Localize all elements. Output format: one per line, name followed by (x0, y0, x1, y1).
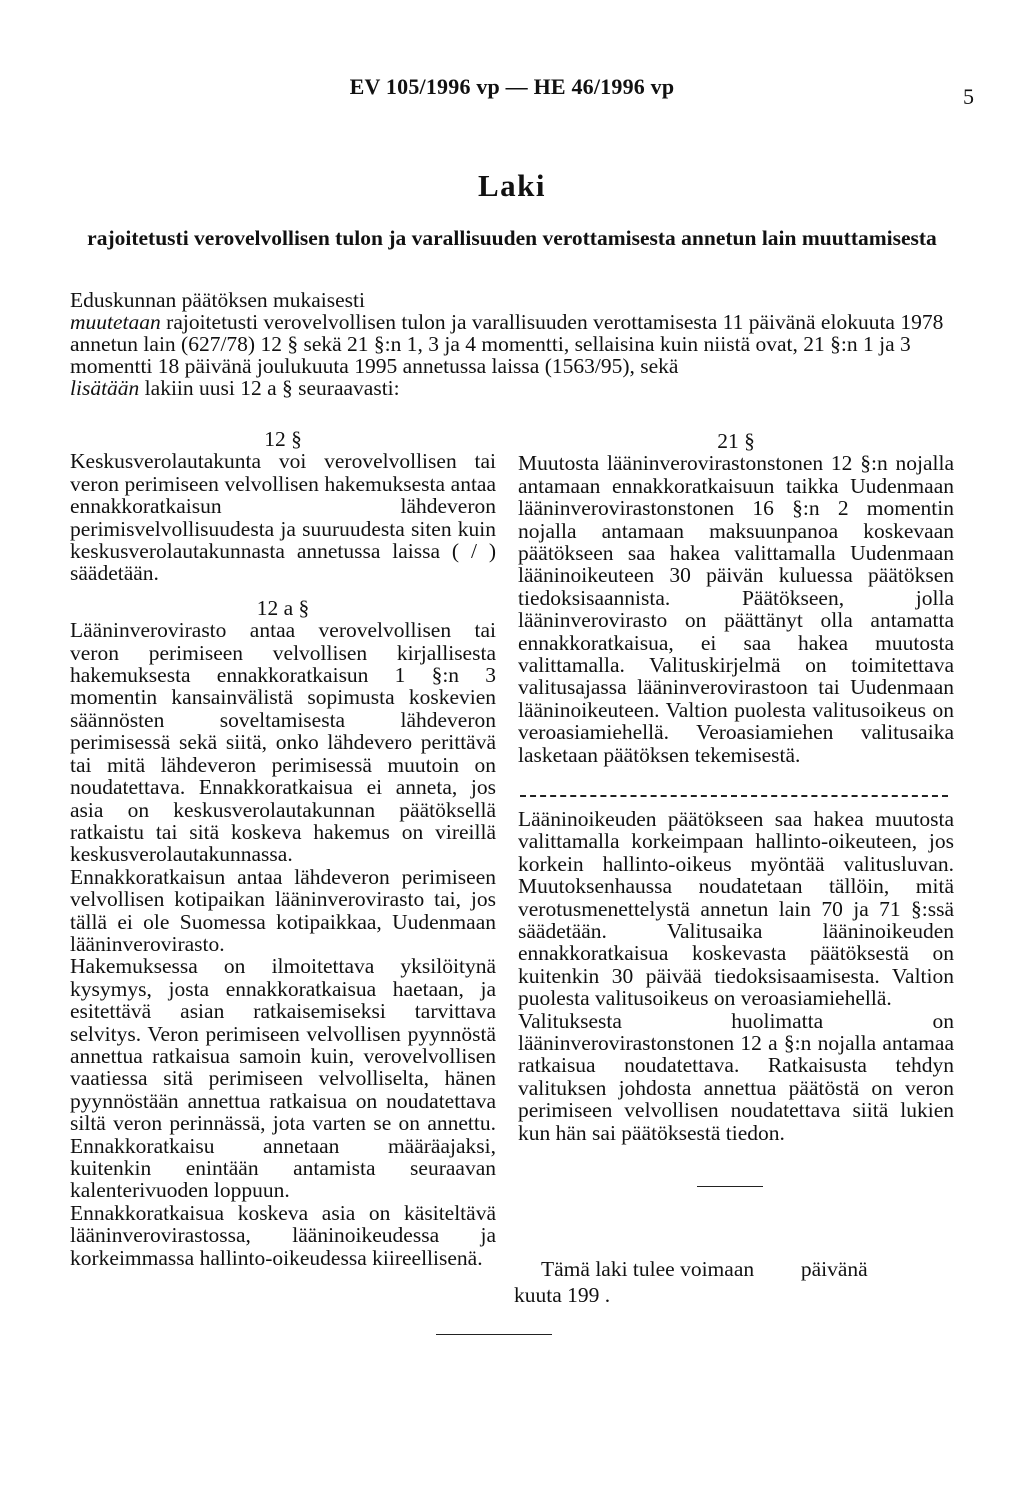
entry-line-1 (541, 1256, 961, 1282)
section-12a-heading: 12 a § (256, 595, 310, 620)
right-column (518, 430, 954, 766)
running-header (0, 74, 1024, 114)
section-21-paragraph-4: Valituksesta huolimatta on lääninverovirastonstonen 12 a §:n nojalla antamaa ratkaisua noudatettava. Ratkaisusta tehdyn valituksen johdosta annettua päätöstä on veron perimiseen velvollisen noudatettava siitä lukien kun hän sai päätöksestä tiedon. (518, 1008, 954, 1145)
lisataan-word: lisätään (70, 376, 140, 400)
law-subtitle: rajoitetusti verovelvollisen tulon ja varallisuuden verottamisesta annetun lain muuttamisesta (87, 226, 937, 250)
addition-body: lakiin uusi 12 a § seuraavasti: (139, 376, 400, 400)
right-column-lower (518, 808, 954, 1144)
closing-rule (436, 1334, 552, 1335)
section-12a-paragraph-2: Ennakkoratkaisun antaa lähdeveron perimiseen velvollisen kotipaikan lääninverovirasto tai, jos tällä ei ole Suomessa kotipaikkaa, Uudenmaan lääninverovirasto. (70, 864, 496, 956)
section-12-text: Keskusverolautakunta voi verovelvollisen tai veron perimiseen velvollisen hakemuksesta antaa ennakkoratkaisun lähdeveron perimisvelvollisuudesta ja suuruudesta siten kuin keskusverolautakunnasta annetussa laissa ( / ) säädetään. (70, 449, 496, 586)
enactment-clause (70, 289, 958, 399)
section-end-rule (697, 1186, 763, 1187)
law-title: Laki (477, 168, 547, 203)
entry-text-b: päivänä (800, 1257, 868, 1281)
section-12a-paragraph-1: Lääninverovirasto antaa verovelvollisen tai veron perimiseen velvollisen kirjallisesta hakemuksesta ennakkoratkaisun 1 §:n 3 momentin kansainvälistä sopimusta koskevien säännösten soveltamisesta lähdeveron perimisessä sekä siitä, onko lähdevero perittävä tai mitä lähdeveron perimisessä muutoin on noudatettava. Ennakkoratkaisua ei anneta, jos asia on keskusverolautakunnan päätöksellä ratkaistu tai sitä koskeva hakemus on vireillä keskusverolautakunnassa. (70, 618, 496, 867)
omitted-text-dashed-rule (520, 795, 948, 797)
running-title: EV 105/1996 vp — HE 46/1996 vp (349, 74, 675, 99)
section-21-paragraph-1: Muutosta lääninverovirastonstonen 12 §:n nojalla antamaan ennakkoratkaisuun taikka Uudenmaan lääninverovirastonstonen 16 §:n 2 momentin nojalla antamaan maksuunpanoa koskevaan päätökseen saa hakea valittamalla Uudenmaan lääninoikeuteen 30 päivän kuluessa päätöksen tiedoksisaannista. Päätökseen, jolla lääninverovirasto on päättänyt olla antamatta ennakkoratkaisua, ei saa hakea muutosta valittamalla. Valituskirjelmä on toimitettava valitusajassa lääninverovirastoon tai Uudenmaan lääninoikeuteen. Valtion puolesta valitusoikeus on veroasiamiehellä. Veroasiamiehen valitusaika lasketaan päätöksen tekemisestä. (518, 451, 954, 767)
enactment-line: Eduskunnan päätöksen mukaisesti (70, 288, 365, 312)
section-21-paragraph-3: Lääninoikeuden päätökseen saa hakea muutosta valittamalla korkeimpaan hallinto-oikeuteen, jos korkein hallinto-oikeus myöntää valitusluvan. Muutoksenhaussa noudatetaan tällöin, mitä verotusmenettelystä annetun lain 70 ja 71 §:ssä säädetään. Valitusaika lääninoikeuden ennakkoratkaisua koskevasta päätöksestä on kuitenkin 30 päivää tiedoksisaamisesta. Valtion puolesta valitusoikeus on veroasiamiehellä. (518, 807, 954, 1011)
amendment-statement (70, 311, 958, 399)
muutetaan-word: muutetaan (70, 310, 161, 334)
section-12a-paragraph-4: Ennakkoratkaisua koskeva asia on käsiteltävä lääninverovirastossa, lääninoikeudessa ja korkeimmassa hallinto-oikeudessa kiireellisenä. (70, 1200, 496, 1270)
section-12-heading: 12 § (264, 427, 302, 451)
entry-text-a: Tämä laki tulee voimaan (541, 1257, 755, 1281)
entry-into-force (514, 1256, 961, 1308)
page-number: 5 (963, 84, 974, 109)
left-column (70, 428, 496, 1269)
entry-line-2: kuuta 199 . (514, 1283, 611, 1307)
section-12a-paragraph-3: Hakemuksessa on ilmoitettava yksilöitynä kysymys, josta ennakkoratkaisua haetaan, ja esitettävä asian ratkaisemiseksi tarvittava selvitys. Veron perimiseen velvollisen pyynnöstä annettua ratkaisua samoin kuin, verovelvollisen vaatiessa sitä perimiseen velvolliselta, hänen pyynnöstään annettua ratkaisua on noudatettava siltä veron perinnässä, jota varten se on annettu. Ennakkoratkaisu annetaan määräajaksi, kuitenkin enintään antamista seuraavan kalenterivuoden loppuun. (70, 954, 496, 1203)
amendment-body: rajoitetusti verovelvollisen tulon ja varallisuuden verottamisesta 11 päivänä elokuuta 1978 annetun lain (627/78) 12 § sekä 21 §:n 1, 3 ja 4 momentti, sellaisina kuin niistä ovat, 21 §:n 1 ja 3 momentti 18 päivänä joulukuuta 1995 annetussa laissa (1563/95), sekä (70, 310, 944, 378)
section-21-heading: 21 § (717, 429, 755, 453)
